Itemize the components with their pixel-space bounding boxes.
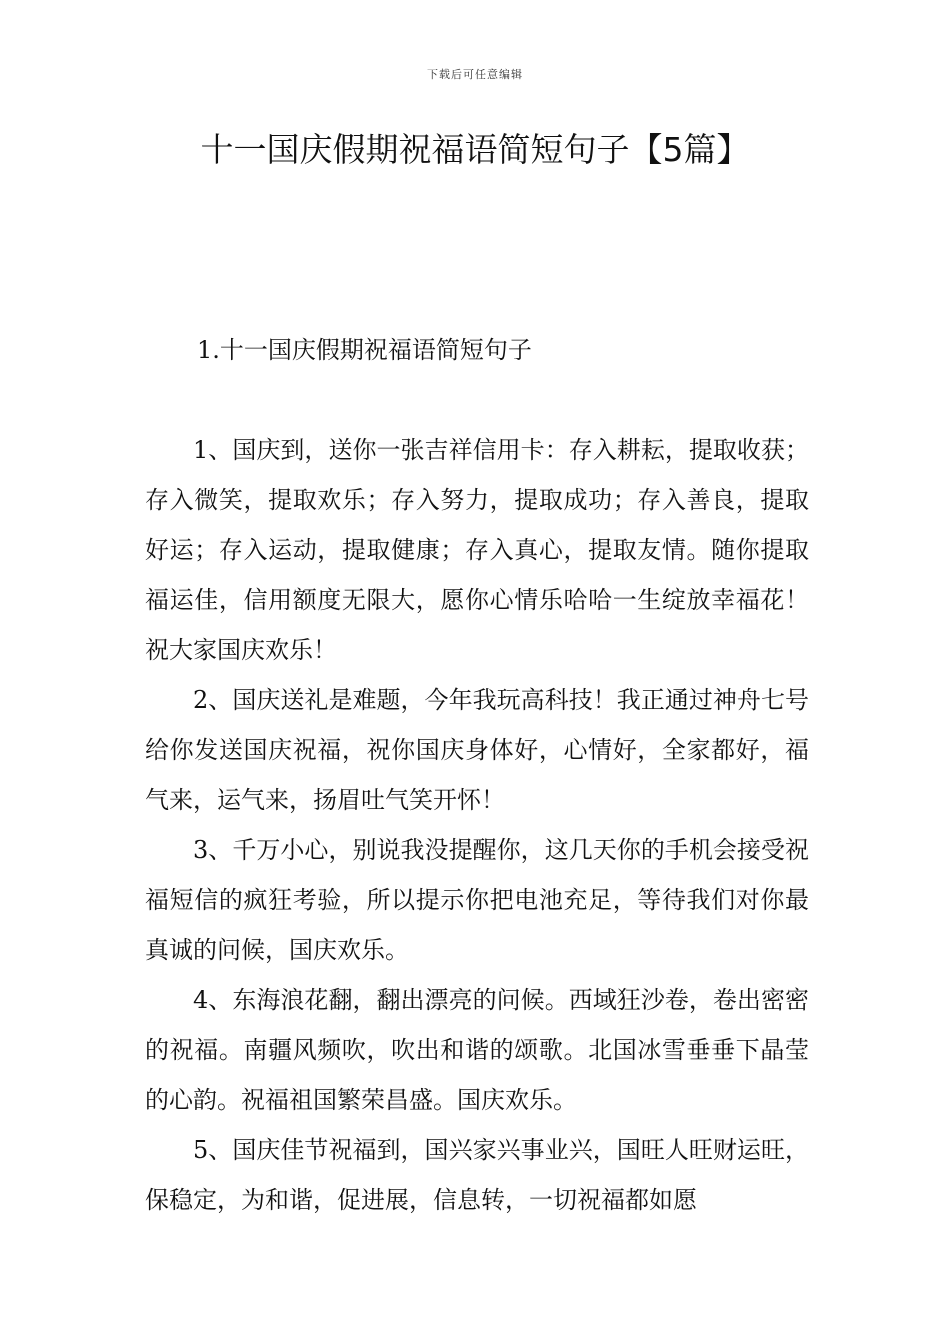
document-title: 十一国庆假期祝福语简短句子【5篇】 (200, 130, 750, 169)
document-body (145, 425, 809, 1225)
paragraph-2: 2、国庆送礼是难题，今年我玩高科技！我正通过神舟七号给你发送国庆祝福，祝你国庆身体好，心情好，全家都好，福气来，运气来，扬眉吐气笑开怀！ (145, 686, 809, 814)
paragraph-1: 1、国庆到，送你一张吉祥信用卡：存入耕耘，提取收获；存入微笑，提取欢乐；存入努力，提取成功；存入善良，提取好运；存入运动，提取健康；存入真心，提取友情。随你提取福运佳，信用额度无限大，愿你心情乐哈哈一生绽放幸福花！祝大家国庆欢乐！ (145, 436, 809, 664)
paragraph-4: 4、东海浪花翻，翻出漂亮的问候。西域狂沙卷，卷出密密的祝福。南疆风频吹，吹出和谐的颂歌。北国冰雪垂垂下晶莹的心韵。祝福祖国繁荣昌盛。国庆欢乐。 (145, 986, 809, 1114)
header-note: 下载后可任意编辑 (427, 68, 523, 81)
section-heading: 1.十一国庆假期祝福语简短句子 (197, 336, 532, 364)
paragraph-3: 3、千万小心，别说我没提醒你，这几天你的手机会接受祝福短信的疯狂考验，所以提示你把电池充足，等待我们对你最真诚的问候，国庆欢乐。 (145, 836, 809, 964)
paragraph-5: 5、国庆佳节祝福到，国兴家兴事业兴，国旺人旺财运旺，保稳定，为和谐，促进展，信息转，一切祝福都如愿 (145, 1136, 809, 1214)
